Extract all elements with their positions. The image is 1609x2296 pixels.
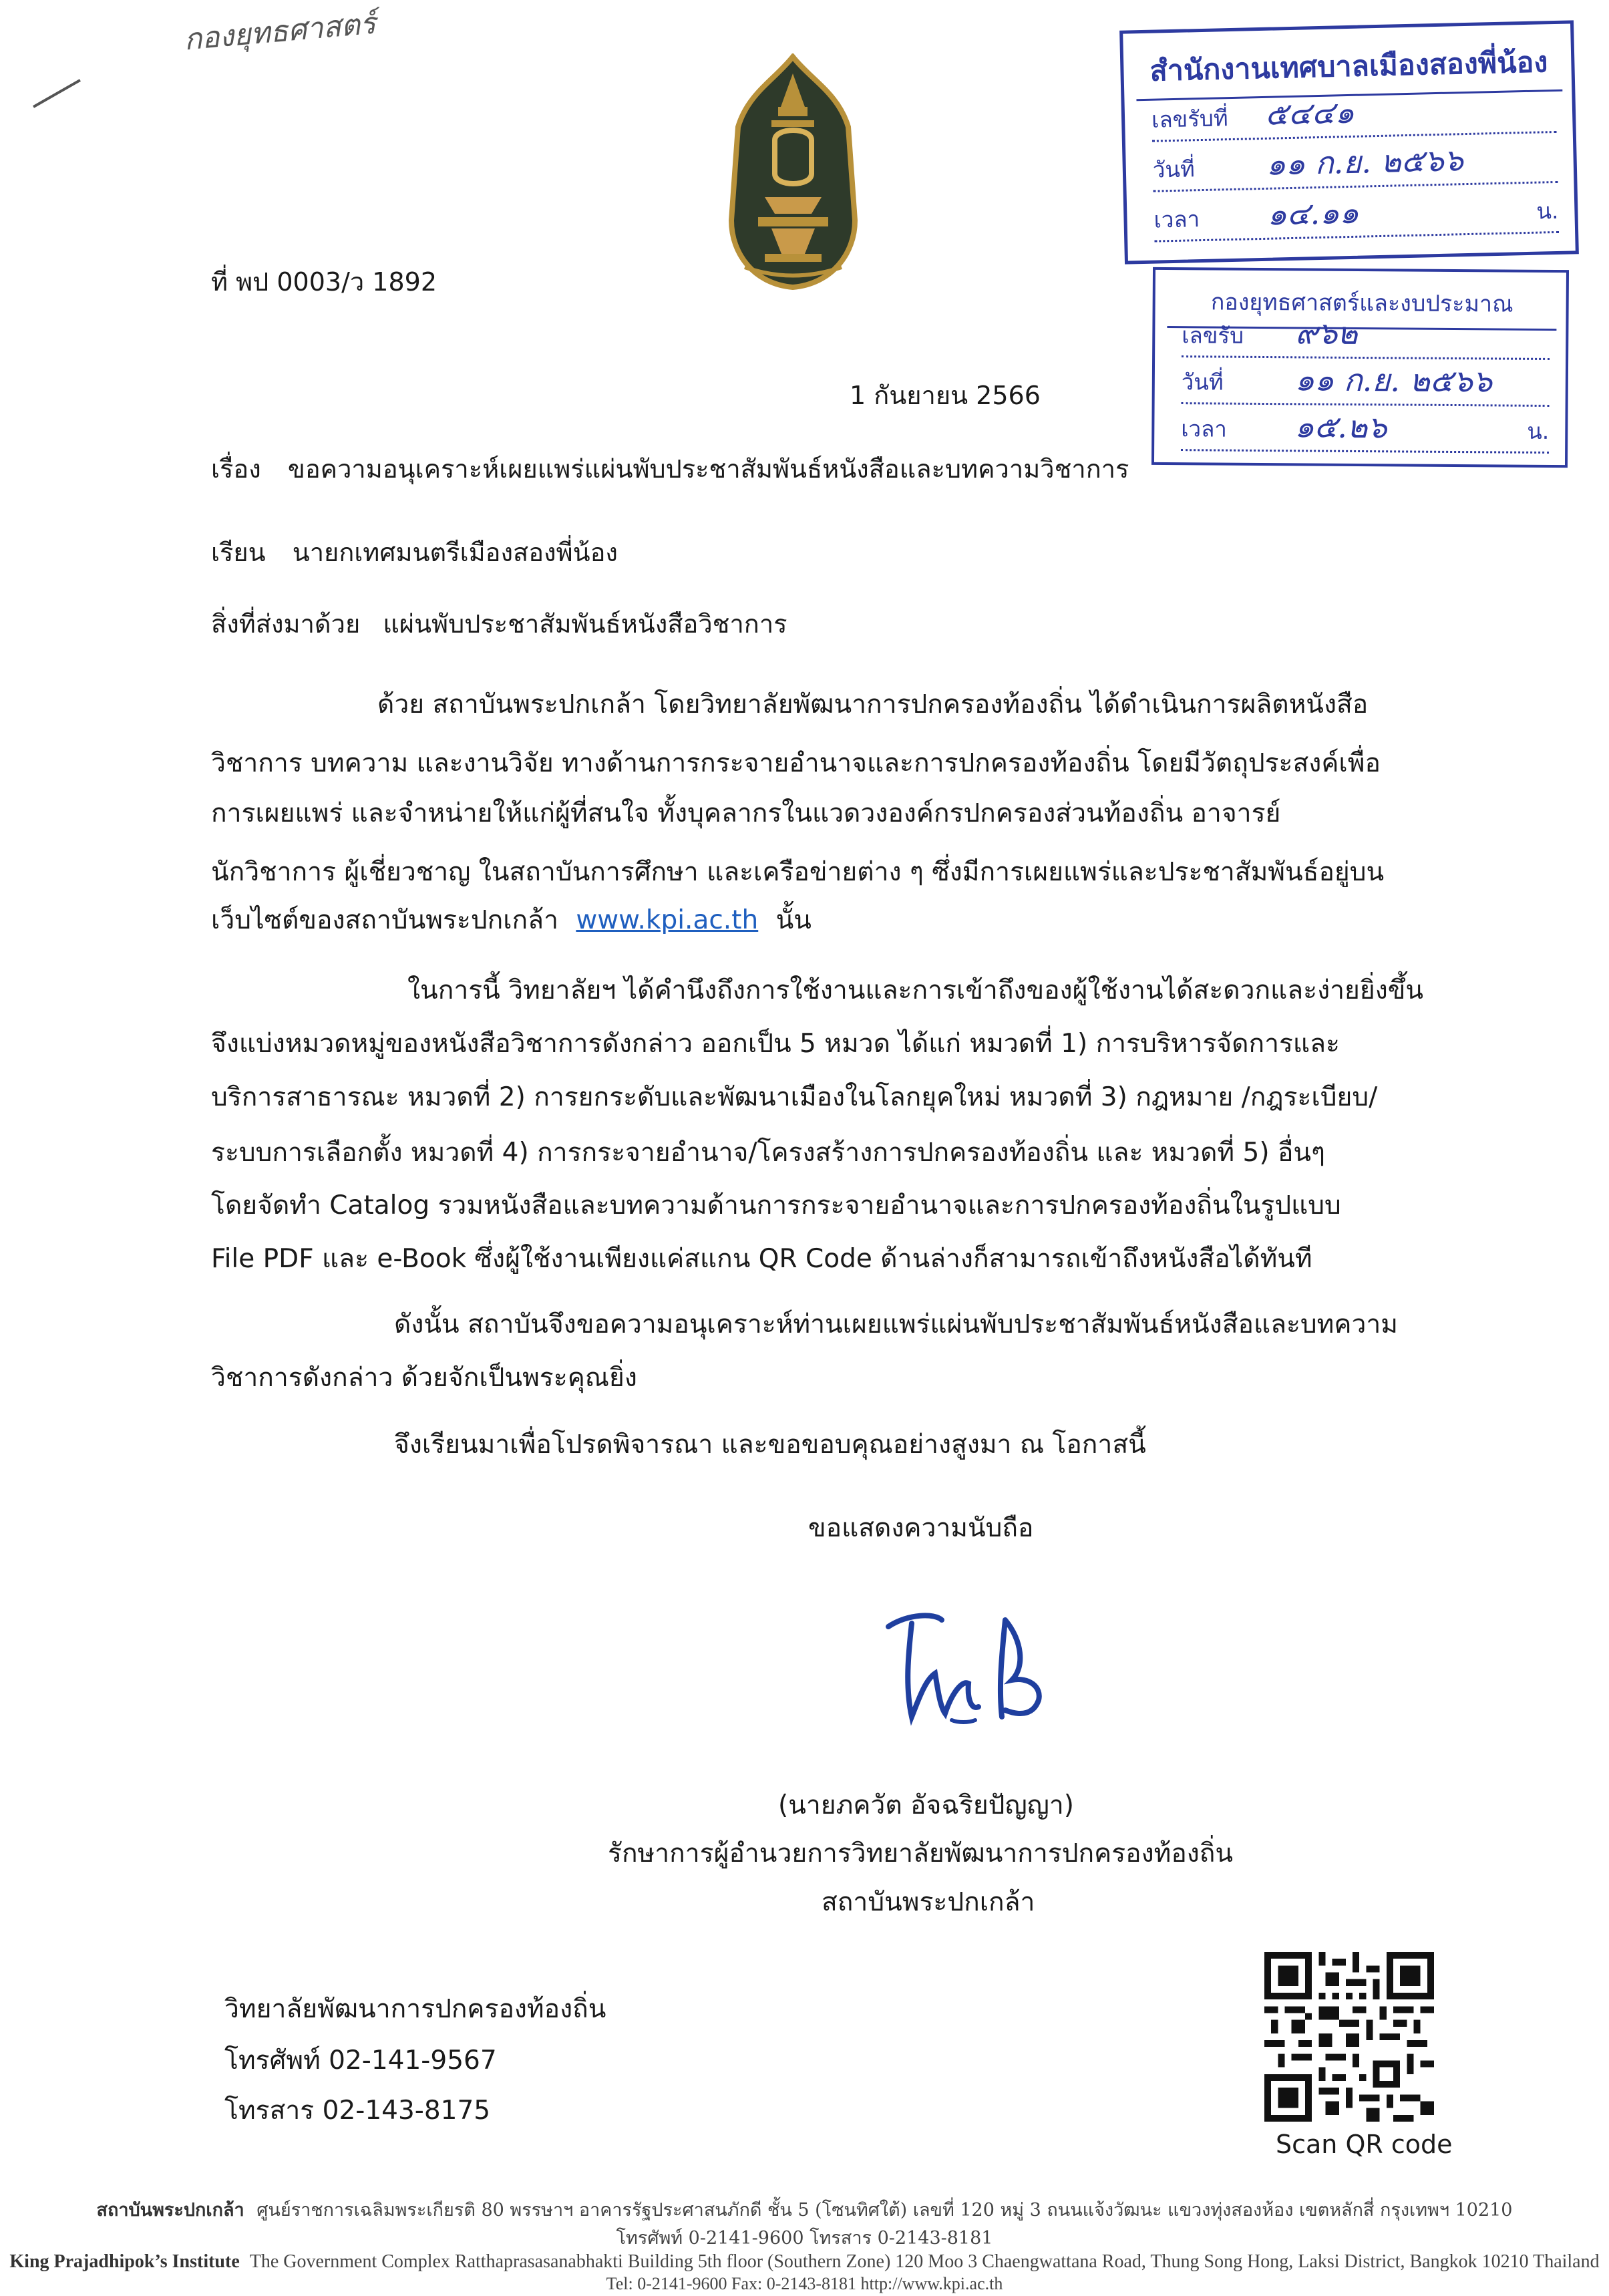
footer-english-address-text: The Government Complex Ratthaprasasanabhakti Building 5th floor (Southern Zone) 120 Moo 3 Chaengwattana Road, Thung Song Hong, Laksi District, Bangkok 10210 Thailand: [249, 2251, 1600, 2272]
received-stamp-municipal: [1119, 20, 1579, 264]
contact-phone: โทรศัพท์ 02-141-9567: [224, 2045, 497, 2076]
paragraph-line: นักวิชาการ ผู้เชี่ยวชาญ ในสถาบันการศึกษา และเครือข่ายต่าง ๆ ซึ่งมีการเผยแพร่และประชาสัมพันธ์อยู่บน: [211, 857, 1385, 887]
footer-thai-address: [0, 2195, 1609, 2224]
subject-label: เรื่อง: [211, 454, 261, 484]
paragraph-line: วิชาการ บทความ และงานวิจัย ทางด้านการกระจายอำนาจและการปกครองท้องถิ่น โดยมีวัตถุประสงค์เพื่อ: [211, 748, 1381, 778]
stamp-time-suffix: น.: [1536, 197, 1559, 224]
subject-line: [211, 454, 1129, 485]
subject-text: ขอความอนุเคราะห์เผยแพร่แผ่นพับประชาสัมพันธ์หนังสือและบทความวิชาการ: [287, 454, 1129, 484]
footer-english-address: [0, 2251, 1609, 2273]
qr-code[interactable]: [1264, 1952, 1434, 2122]
paragraph-line: ดังนั้น สถาบันจึงขอความอนุเคราะห์ท่านเผยแพร่แผ่นพับประชาสัมพันธ์หนังสือและบทความ: [394, 1309, 1398, 1339]
contact-fax: โทรสาร 02-143-8175: [224, 2096, 491, 2126]
closing-text: ขอแสดงความนับถือ: [808, 1513, 1034, 1543]
stamp-title: สำนักงานเทศบาลเมืองสองพี่น้อง: [1135, 39, 1563, 101]
received-stamp-division: [1151, 267, 1569, 468]
stamp-receive-label: เลขรับ: [1182, 322, 1244, 349]
stamp-time-suffix: น.: [1527, 418, 1550, 444]
stamp-date-label: วันที่: [1181, 369, 1224, 395]
paragraph-line: การเผยแพร่ และจำหน่ายให้แก่ผู้ที่สนใจ ทั้งบุคลากรในแวดวงองค์กรปกครองส่วนท้องถิ่น อาจารย์: [211, 798, 1281, 828]
stamp-title: กองยุทธศาสตร์และงบประมาณ: [1167, 283, 1556, 331]
footer-english-org: King Prajadhipok’s Institute: [9, 2251, 240, 2272]
enclosure-line: [211, 609, 787, 640]
paragraph-line: จึงเรียนมาเพื่อโปรดพิจารณา และขอขอบคุณอย่างสูงมา ณ โอกาสนี้: [394, 1430, 1146, 1460]
kpi-emblem: [725, 53, 862, 291]
paragraph-line: ด้วย สถาบันพระปกเกล้า โดยวิทยาลัยพัฒนาการปกครองท้องถิ่น ได้ดำเนินการผลิตหนังสือ: [377, 689, 1369, 719]
paragraph-line: วิชาการดังกล่าว ด้วยจักเป็นพระคุณยิ่ง: [211, 1363, 637, 1393]
signer-title: รักษาการผู้อำนวยการวิทยาลัยพัฒนาการปกครองท้องถิ่น: [608, 1838, 1234, 1868]
footer-english-contact: Tel: 0-2141-9600 Fax: 0-2143-8181 http://www.kpi.ac.th: [606, 2274, 1003, 2293]
stamp-date-value: ๑๑ ก.ย. ๒๕๖๖: [1266, 142, 1464, 182]
to-line: [211, 538, 618, 568]
contact-department: วิทยาลัยพัฒนาการปกครองท้องถิ่น: [224, 1994, 606, 2024]
signer-org: สถาบันพระปกเกล้า: [822, 1887, 1035, 1917]
stamp-date-value: ๑๑ ก.ย. ๒๕๖๖: [1294, 361, 1493, 399]
handwritten-note: กองยุทธศาสตร์: [182, 6, 377, 57]
to-label: เรียน: [211, 538, 266, 567]
stamp-receive-value: ๕๔๔๑: [1264, 94, 1355, 132]
paragraph-line: จึงแบ่งหมวดหมู่ของหนังสือวิชาการดังกล่าว ออกเป็น 5 หมวด ได้แก่ หมวดที่ 1) การบริหารจัดการและ: [211, 1029, 1340, 1059]
to-text: นายกเทศมนตรีเมืองสองพี่น้อง: [292, 538, 618, 567]
stamp-time-label: เวลา: [1153, 206, 1200, 233]
stamp-receive-label: เลขรับที่: [1151, 105, 1229, 133]
paragraph-line: บริการสาธารณะ หมวดที่ 2) การยกระดับและพัฒนาเมืองในโลกยุคใหม่ หมวดที่ 3) กฎหมาย /กฎระเบียบ/: [211, 1082, 1378, 1112]
signer-name: (นายภควัต อัจฉริยปัญญา): [778, 1790, 1075, 1820]
paragraph-text: นั้น: [775, 905, 812, 935]
kpi-website-link[interactable]: www.kpi.ac.th: [576, 905, 759, 935]
stamp-time-value: ๑๔.๑๑: [1266, 194, 1360, 232]
paragraph-line: ในการนี้ วิทยาลัยฯ ได้คำนึงถึงการใช้งานและการเข้าถึงของผู้ใช้งานได้สะดวกและง่ายยิ่งขึ้น: [407, 975, 1424, 1005]
reference-number: ที่ พป 0003/ว 1892: [211, 267, 437, 297]
letter-date: 1 กันยายน 2566: [850, 381, 1041, 410]
enclosure-text: แผ่นพับประชาสัมพันธ์หนังสือวิชาการ: [383, 609, 787, 639]
stamp-time-value: ๑๕.๒๖: [1294, 408, 1387, 446]
footer-thai-address-text: ศูนย์ราชการเฉลิมพระเกียรติ 80 พรรษาฯ อาคารรัฐประศาสนภักดี ชั้น 5 (โซนทิศใต้) เลขที่ 120 หมู่ 3 ถนนแจ้งวัฒนะ แขวงทุ่งสองห้อง เขตหลักสี่ กรุงเทพฯ 10210: [256, 2200, 1513, 2221]
stamp-date-label: วันที่: [1152, 156, 1196, 183]
enclosure-label: สิ่งที่ส่งมาด้วย: [211, 609, 361, 639]
paragraph-line: [211, 905, 812, 937]
footer-thai-org: สถาบันพระปกเกล้า: [96, 2200, 244, 2221]
scan-mark: [27, 73, 87, 114]
paragraph-line: ระบบการเลือกตั้ง หมวดที่ 4) การกระจายอำนาจ/โครงสร้างการปกครองท้องถิ่น และ หมวดที่ 5) อื่นๆ: [211, 1138, 1325, 1168]
paragraph-line: โดยจัดทำ Catalog รวมหนังสือและบทความด้านการกระจายอำนาจและการปกครองท้องถิ่นในรูปแบบ: [211, 1190, 1341, 1220]
paragraph-line: File PDF และ e-Book ซึ่งผู้ใช้งานเพียงแค่สแกน QR Code ด้านล่างก็สามารถเข้าถึงหนังสือได้ทันที: [211, 1244, 1312, 1274]
stamp-time-label: เวลา: [1181, 416, 1228, 442]
signature: [862, 1600, 1069, 1727]
stamp-receive-value: ๙๖๒: [1295, 315, 1358, 351]
paragraph-text: เว็บไซต์ของสถาบันพระปกเกล้า: [211, 905, 558, 935]
qr-label: Scan QR code: [1276, 2130, 1453, 2159]
footer-thai-contact: โทรศัพท์ 0-2141-9600 โทรสาร 0-2143-8181: [616, 2228, 993, 2249]
